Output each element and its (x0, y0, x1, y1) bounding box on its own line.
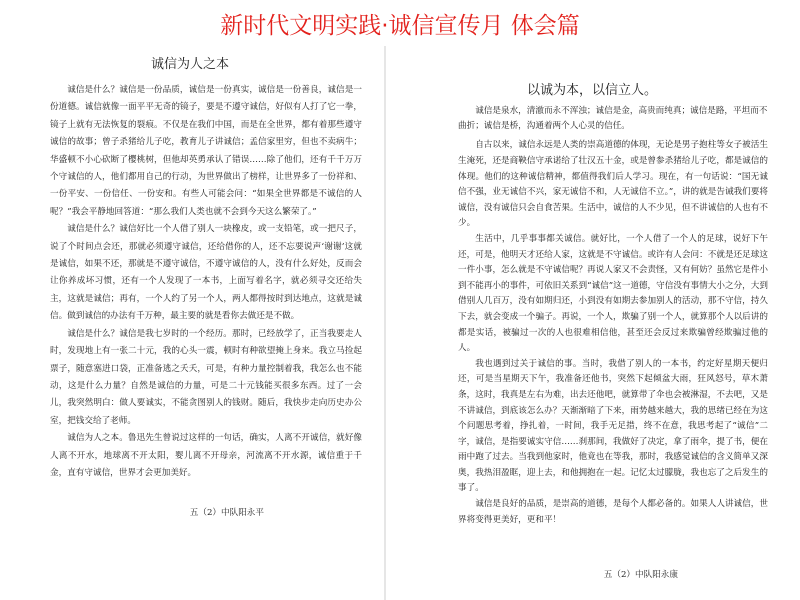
right-paragraph-2: 生活中，几乎事事都关诚信。就好比，一个人借了一个人的足球，说好下午还，可是，他明天才还给人家，这就是不守诚信。或许有人会问：不就是还足球这一件小事，怎么就是不守诚信呢？再说人家又不会责怪，又有何妨？虽然它是件小到不能再小的事件，可依旧关系到“诚信”这一道德，守信没有事情大小之分，大到借别人几百万，没有如期归还，小到没有如期去参加别人的活动，那不守信，持久下去，就会变成一个骗子。再说，一个人，欺骗了别一个人，就算那个人以后讲的都是实话，被骗过一次的人也很难相信他，甚至还会反过来欺骗曾经欺骗过他的人。 (458, 233, 768, 354)
left-page (4, 46, 376, 600)
page-divider (384, 46, 386, 600)
left-page-title: 诚信为人之本 (150, 57, 229, 72)
left-paragraph-4: 诚信为人之本。鲁迅先生曾说过这样的一句话，确实，人离不开诚信，就好像人离不开水，地球离不开太阳，婴儿离不开母亲，河流离不开水源，诚信重于千金，直有守诚信，世界才会更加美好。 (50, 433, 362, 478)
right-paragraph-4: 诚信是良好的品质，是崇高的道德，是每个人都必备的。如果人人讲诚信，世界将变得更美好，更和平！ (458, 499, 768, 525)
left-paragraph-3: 诚信是什么？诚信是我七岁时的一个经历。那时，已经放学了，正当我要走人时，发现地上有一张二十元，我的心头一震，顿时有种欲望掩上身来。我立马捡起票子，随意塞进口袋，正准备逃之夭夭，可是，有种力量控制着我，我怎么也不能动，这是什么力量？自然是诚信的力量，可是二十元钱能买很多东西。过了一会儿，我突然明白：做人要诚实，不能贪图别人的钱财。随后，我快步走向历史办公室，把钱交给了老师。 (50, 328, 362, 426)
banner-title: 新时代文明实践·诚信宣传月 体会篇 (220, 13, 580, 39)
right-page-title: 以诚为本，以信立人。 (526, 83, 657, 98)
right-signature: 五（2）中队阳永康 (603, 570, 678, 580)
left-paragraph-2: 诚信是什么？诚信好比一个人借了别人一块橡皮，或一支铅笔，或一把尺子，说了个时间点会还，那就必须遵守诚信，还给借你的人，还不忘要说声‘谢谢’这就是诚信，如果不还，那就是不遵守诚信，不遵守诚信的人，没有什么好处，反而会让你养成坏习惯，还有一个人发现了一本书，上面写着名字，就必须寻交还给失主，这就是诚信；再有，一个人约了另一个人，两人都得按时到达地点，这就是诚信。做到诚信的办法有千万种，最主要的就是看你去做还是不做。 (50, 224, 362, 322)
left-paragraph-1: 诚信是什么？诚信是一份品质，诚信是一份真实，诚信是一份善良，诚信是一份道德。诚信就像一面平平无奇的镜子，要是不遵守诚信，好似有人打了它一拳，镜子上就有无法恢复的裂痕。不仅是在我们中国，而是在全世界，都有着那些遵守诚信的故事；曾子杀猪给儿子吃，教育儿子讲诚信；孟信家里穷，但也不卖病牛；华盛顿不小心砍断了樱桃树，但他却英勇承认了错误……除了他们，还有千千万万个守诚信的人，他们都用自己的行动，为世界做出了榜样，让世界多了一份祥和、一份平安、一份信任、一份安和。有些人可能会问：“如果全世界都是不诚信的人呢？”我会平静地回答道：“那么我们人类也就不会到今天这么繁荣了。” (50, 85, 362, 217)
left-signature: 五（2）中队阳永平 (189, 508, 264, 518)
left-page-body (4, 82, 376, 482)
right-page-body (396, 138, 788, 528)
right-paragraph-3: 我也遇到过关于诚信的事。当时，我借了别人的一本书，约定好星期天便归还，可是当星期天下午，我准备还他书，突然下起倾盆大雨，狂风怒号，草木萧条，这时，我真是左右为难，出去还他吧，就算带了伞也会被淋湿，不去吧，又是不讲诚信，到底该怎么办？天渐渐暗了下来，雨势越来越大，我的思绪已经在为这个问题思考着，挣扎着，一时间，我手无足措，终不在意，我思考起了“诚信”二字，诚信，是指要诚实守信……刹那间，我做好了决定，拿了雨伞，提了书，便在雨中跑了过去。当我到他家时，他竟也在等我，那时，我感觉诚信的含义简单又深奥，我热泪盈眶，迎上去，和他拥抱在一起。记忆太过朦胧，我也忘了之后发生的事了。 (458, 358, 768, 494)
right-paragraph-1: 自古以来，诚信永远是人类的崇高道德的体现，无论是男子抱柱等女子被活生生淹死，还是商鞅信守承诺给了壮汉五十金，或是曾参杀猪给儿子吃，都是诚信的体现。他们的这种诚信精神，都值得我们后人学习。现在，有一句话说：“国无诚信不强，业无诚信不兴，家无诚信不和，人无诚信不立。”，讲的就是告诫我们要将诚信，没有诚信只会自食苦果。生活中，诚信的人不少见，但不讲诚信的人也有不少。 (458, 140, 768, 229)
right-intro: 诚信是泉水，清澈而永不浑浊；诚信是金，高贵而纯真；诚信是路，平坦而不曲折；诚信是桥，沟通着两个人心灵的信任。 (458, 106, 768, 132)
right-page (396, 46, 788, 600)
